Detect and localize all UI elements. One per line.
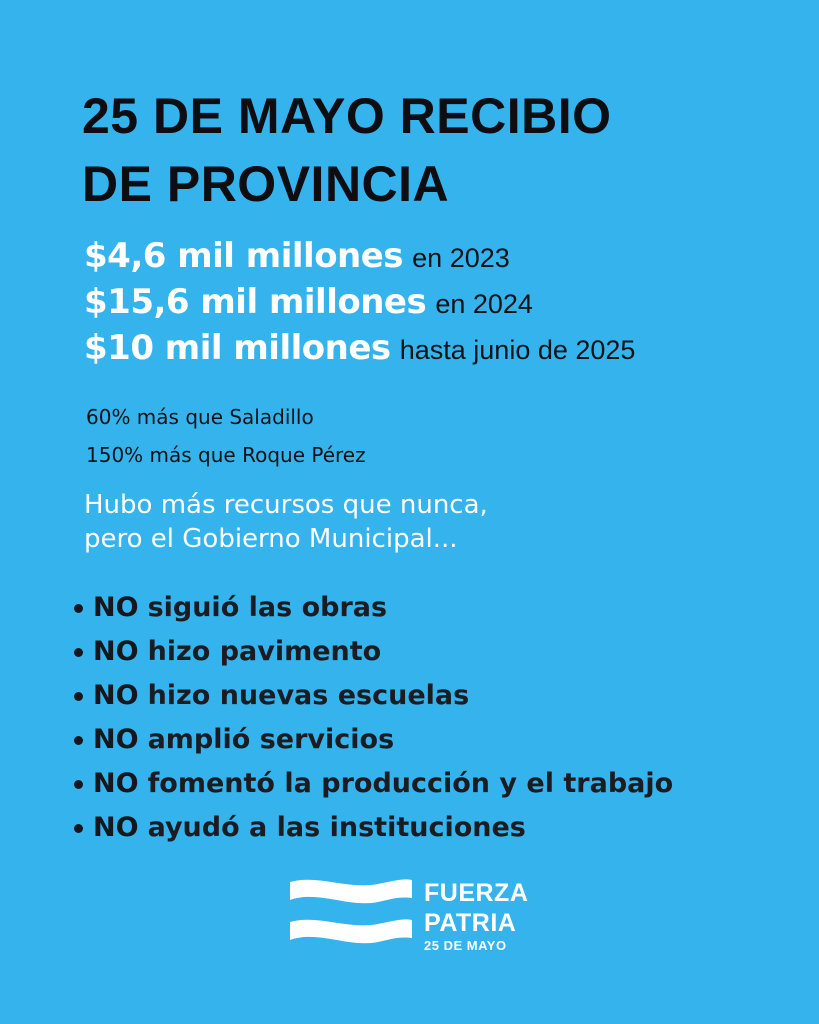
bullet-list <box>74 586 673 850</box>
logo-wordmark <box>424 878 528 954</box>
bullet-dot-icon <box>74 736 83 745</box>
bullet-prefix: NO <box>93 768 139 799</box>
list-item <box>74 762 673 806</box>
comparison-roque-perez: 150% más que Roque Pérez <box>86 443 366 467</box>
logo-line-3: 25 DE MAYO <box>424 938 507 953</box>
amount-period: hasta junio de 2025 <box>399 335 636 365</box>
amount-period: en 2024 <box>435 289 533 319</box>
bullet-text: amplió servicios <box>147 724 395 755</box>
amount-period: en 2023 <box>412 243 510 273</box>
amount-row-2024 <box>84 282 635 328</box>
bullet-text: siguió las obras <box>147 592 388 623</box>
intro-line-2: pero el Gobierno Municipal... <box>84 524 458 554</box>
comparison-saladillo: 60% más que Saladillo <box>86 405 314 429</box>
bullet-prefix: NO <box>93 592 139 623</box>
list-item <box>74 586 673 630</box>
flag-stripes-icon <box>288 876 418 956</box>
amount-value: $4,6 mil millones <box>84 236 404 276</box>
bullet-dot-icon <box>74 780 83 789</box>
bullet-dot-icon <box>74 692 83 701</box>
bullet-text: fomentó la producción y el trabajo <box>147 768 674 799</box>
bullet-dot-icon <box>74 604 83 613</box>
list-item <box>74 806 673 850</box>
bullet-text: ayudó a las instituciones <box>147 812 526 843</box>
comparisons <box>86 398 366 474</box>
bullet-text: hizo nuevas escuelas <box>147 680 470 711</box>
logo-line-2: PATRIA <box>424 909 517 937</box>
amount-value: $15,6 mil millones <box>84 282 427 322</box>
amount-row-2025 <box>84 328 635 374</box>
title-line-1: 25 DE MAYO RECIBIO <box>82 88 612 144</box>
bullet-prefix: NO <box>93 636 139 667</box>
logo-line-1: FUERZA <box>424 879 529 907</box>
bullet-prefix: NO <box>93 680 139 711</box>
bullet-dot-icon <box>74 648 83 657</box>
amount-value: $10 mil millones <box>84 328 391 368</box>
title-line-2: DE PROVINCIA <box>82 156 450 212</box>
bullet-prefix: NO <box>93 812 139 843</box>
list-item <box>74 674 673 718</box>
page-title <box>82 82 782 218</box>
bullet-text: hizo pavimento <box>147 636 382 667</box>
list-item <box>74 630 673 674</box>
intro-text <box>84 488 488 556</box>
fuerza-patria-logo <box>288 876 548 956</box>
list-item <box>74 718 673 762</box>
amounts-list <box>84 236 635 374</box>
amount-row-2023 <box>84 236 635 282</box>
intro-line-1: Hubo más recursos que nunca, <box>84 490 488 520</box>
bullet-prefix: NO <box>93 724 139 755</box>
bullet-dot-icon <box>74 824 83 833</box>
